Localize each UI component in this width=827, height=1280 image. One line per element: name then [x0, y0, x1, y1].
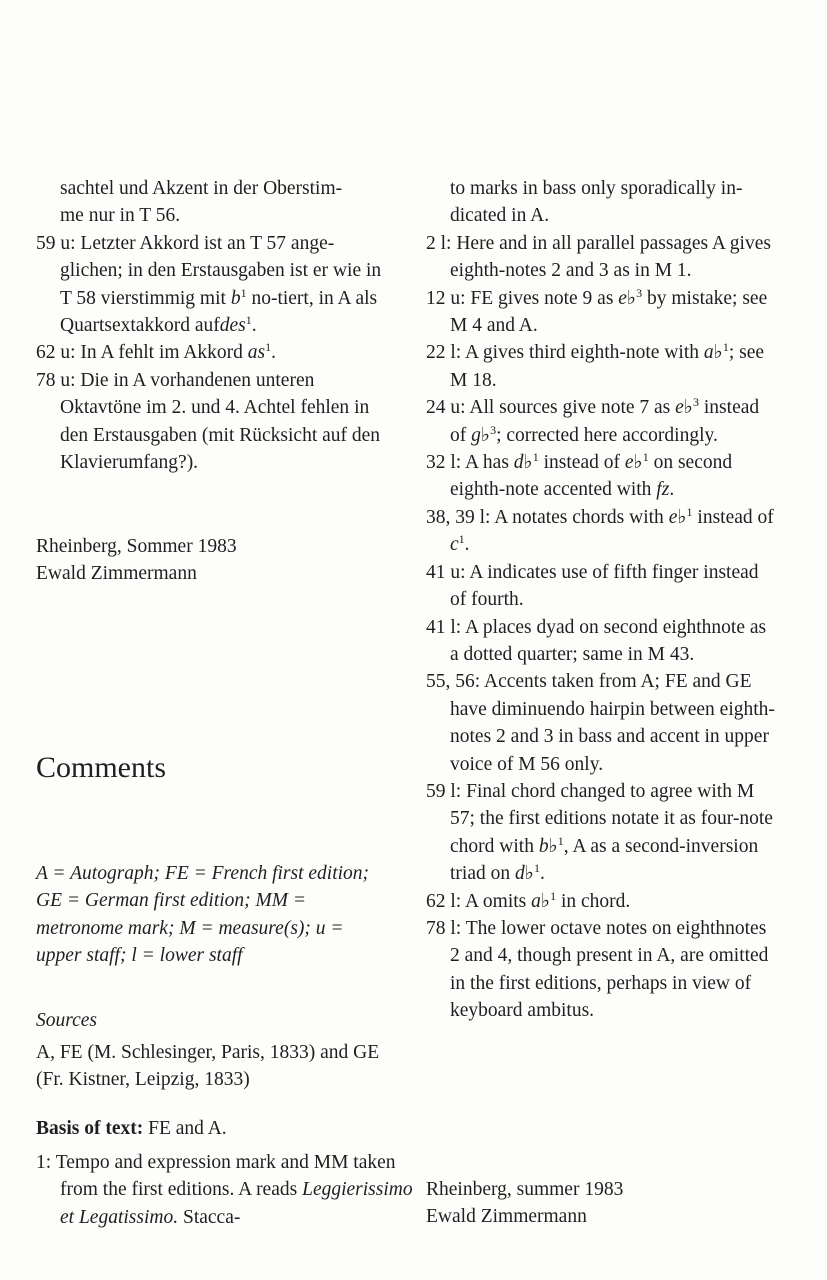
note-text: tiert, in A als Quartsextakkord auf — [60, 287, 378, 337]
note-italic: e♭ — [675, 397, 694, 419]
note-text: wie in T 58 vierstimmig mit — [60, 260, 382, 309]
comment-note — [426, 394, 778, 449]
note-superscript: 1 — [240, 285, 247, 300]
note-italic: d♭ — [513, 452, 533, 474]
english-signature-place: Rheinberg, summer 1983 — [426, 1179, 624, 1200]
note-text: instead of — [538, 452, 625, 474]
note-superscript: 1 — [642, 450, 649, 465]
note-ref: 2 l: — [426, 232, 452, 254]
note-text: A gives third eighth-note with — [465, 342, 704, 364]
right-cont-line-1: to marks in bass only sporadically in- — [450, 178, 743, 199]
right-notes-list — [426, 230, 778, 1025]
note-ref: 22 l: — [426, 342, 462, 364]
note-text: instead of — [692, 506, 774, 528]
german-signature — [36, 533, 237, 588]
note-superscript: 1 — [686, 504, 693, 519]
note-italic: a♭ — [531, 890, 551, 912]
note-text: . — [464, 534, 470, 556]
note-text: Die in A vorhandenen unteren — [80, 369, 315, 391]
note-text: instead of — [450, 397, 760, 446]
note-text: . — [271, 342, 277, 364]
note-text: auf den Klavierumfang?). — [60, 424, 381, 474]
note-text: A has — [465, 452, 514, 474]
note-text: glichen; in den Erstausgaben ist er — [60, 260, 329, 282]
left-notes-list — [36, 230, 392, 477]
note-superscript: 1 — [722, 340, 729, 355]
left-column-notes — [36, 175, 392, 476]
comment-note — [426, 559, 778, 614]
note-ref: 38, 39 l: — [426, 506, 491, 528]
note-italic: as — [247, 342, 266, 364]
note-text: Accents taken from A; FE and GE have diminuendo hairpin between eighth-notes 2 and 3 in bass and accent in upper voice of M 56 only. — [450, 671, 775, 775]
note-superscript: 1 — [557, 833, 564, 848]
note-text: Stacca- — [178, 1206, 241, 1228]
note-superscript: 1 — [533, 861, 540, 876]
german-signature-name: Ewald Zimmermann — [36, 563, 197, 585]
german-signature-place: Rheinberg, Sommer 1983 — [36, 536, 237, 557]
left-continuation — [36, 175, 392, 230]
basis-value: FE and A. — [143, 1118, 227, 1139]
comment-note — [426, 449, 778, 504]
note-text: A indicates use of fifth finger instead of fourth. — [450, 561, 759, 611]
comment-note — [426, 778, 778, 888]
comment-note — [426, 339, 778, 394]
note-text: A places dyad on second eighthnote as a dotted quarter; same in M 43. — [450, 616, 767, 665]
note-superscript: 1 — [550, 888, 557, 903]
right-cont-line-2: dicated in A. — [450, 205, 550, 227]
left-cont-line-2: me nur in T 56. — [60, 205, 181, 227]
note-italic: e♭ — [668, 506, 687, 528]
note-text: In A fehlt im Akkord — [80, 342, 248, 364]
note-italic: a♭ — [703, 342, 723, 364]
comment-note — [426, 614, 778, 669]
note-text: FE gives note 9 as — [470, 287, 619, 309]
note-ref: 55, 56: — [426, 671, 481, 693]
right-continuation — [426, 175, 778, 230]
note-text: , A as a second-inversion triad on — [450, 835, 759, 885]
note-text: Tempo and expression mark and MM taken from the first editions. A reads — [55, 1152, 396, 1201]
note-ref: 32 l: — [426, 452, 462, 474]
note-text: All sources give note 7 as — [469, 397, 676, 419]
comment-note — [426, 504, 778, 559]
note-italic: c — [450, 534, 459, 556]
note-superscript: 3 — [636, 285, 643, 300]
note-italic: Leggierissimo et Legatissimo. — [60, 1179, 413, 1228]
note-italic: g♭ — [471, 424, 491, 446]
note-text: on second eighth-note accented with — [450, 452, 733, 501]
note-text: Here and in all parallel passages A gives eighth-notes 2 and 3 as in M 1. — [450, 232, 771, 282]
note-text: ; see M 18. — [450, 342, 765, 391]
english-signature — [426, 1176, 623, 1231]
comment-note — [36, 339, 392, 366]
note-italic: b♭ — [538, 835, 558, 857]
comment-note — [426, 888, 778, 915]
note-superscript: 1 — [245, 313, 252, 328]
note-ref: 78 u: — [36, 369, 76, 391]
note-text: . — [251, 315, 257, 337]
note-superscript: 1 — [265, 340, 272, 355]
note-ref: 41 u: — [426, 561, 466, 583]
note-ref: 24 u: — [426, 397, 466, 419]
sources-text: A, FE (M. Schlesinger, Paris, 1833) and GE (Fr. Kistner, Leipzig, 1833) — [36, 1042, 380, 1091]
note-superscript: 3 — [490, 422, 497, 437]
comment-note-1 — [36, 1149, 416, 1231]
note-italic: des — [219, 315, 246, 337]
note-italic: e♭ — [624, 452, 643, 474]
note-text: . — [669, 479, 675, 501]
basis-label: Basis of text: — [36, 1118, 144, 1139]
note-ref: 1: — [36, 1152, 52, 1173]
note-superscript: 3 — [693, 395, 700, 410]
note-superscript: 1 — [458, 532, 465, 547]
note-text: Final chord changed to agree with M 57; the first editions notate it as four-note chord with — [450, 780, 773, 857]
note-italic: fz — [656, 479, 670, 501]
note-text: Oktavtöne im 2. und 4. Achtel fehlen — [60, 397, 350, 419]
comment-note — [426, 915, 778, 1025]
comment-note — [426, 285, 778, 340]
note-text: . — [539, 863, 545, 885]
note-text: A notates chords with — [494, 506, 669, 528]
comment-note — [36, 230, 392, 340]
note-ref: 62 u: — [36, 342, 76, 364]
note-text: ; corrected here accordingly. — [496, 424, 718, 446]
note-text: in den Erstausgaben (mit Rücksicht — [60, 397, 370, 446]
note-text: no- — [246, 287, 278, 309]
note-italic: d♭ — [514, 863, 534, 885]
abbreviations-key: A = Autograph; FE = French first edition; GE = German first edition; MM = metronome mark; M = measure(s); u = upper staff; l = lower staff — [36, 863, 370, 967]
note-ref: 59 l: — [426, 780, 462, 802]
left-cont-line-1: sachtel und Akzent in der Oberstim- — [60, 178, 343, 199]
comment-note — [426, 230, 778, 285]
sources-heading: Sources — [36, 1010, 98, 1031]
basis-of-text — [36, 1115, 227, 1142]
note-ref: 12 u: — [426, 287, 466, 309]
note-ref: 62 l: — [426, 890, 462, 912]
note-ref: 78 l: — [426, 917, 462, 939]
right-column-notes — [426, 175, 778, 1025]
note-ref: 59 u: — [36, 232, 76, 254]
comments-heading: Comments — [36, 751, 167, 784]
note-text: in chord. — [556, 890, 631, 912]
comment-note — [36, 367, 392, 477]
note-text: The lower octave notes on eighthnotes 2 and 4, though present in A, are omitted in the first editions, perhaps in view of keyboard ambitus. — [450, 917, 769, 1022]
note-text: Letzter Akkord ist an T 57 ange- — [80, 232, 335, 254]
note-italic: e♭ — [618, 287, 637, 309]
note-text: by mistake; see M 4 and A. — [450, 287, 768, 337]
comment-note — [426, 668, 778, 778]
note-ref: 41 l: — [426, 616, 462, 638]
note-superscript: 1 — [532, 450, 539, 465]
english-signature-name: Ewald Zimmermann — [426, 1206, 587, 1228]
note-italic: b — [230, 287, 241, 309]
note-text: A omits — [465, 890, 532, 912]
